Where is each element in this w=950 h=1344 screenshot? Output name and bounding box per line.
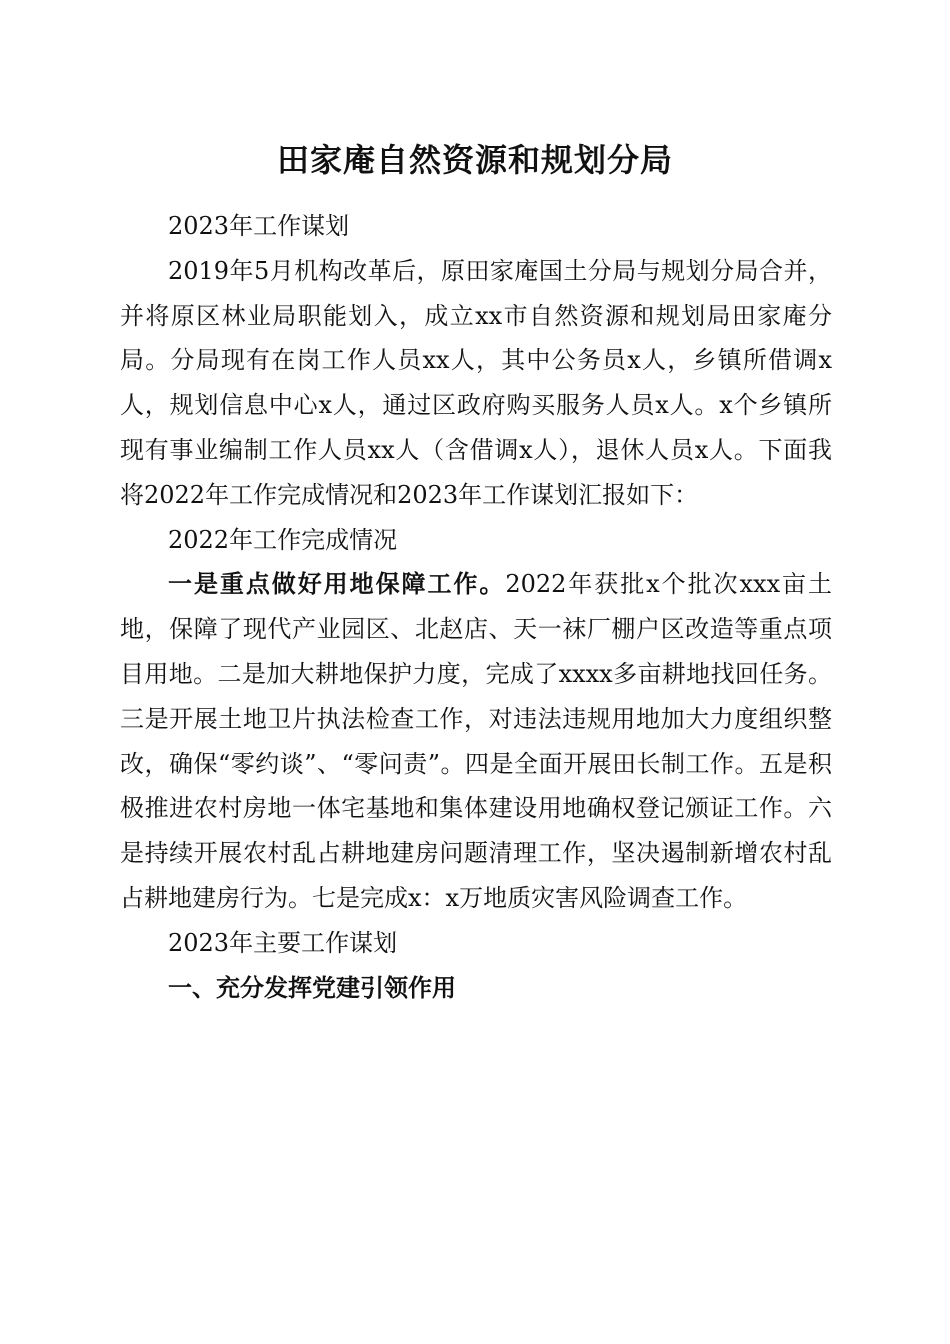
- completion-lead: 一是重点做好用地保障工作。: [168, 570, 506, 599]
- heading-plan: 2023年工作谋划: [168, 212, 350, 240]
- section-one-heading: 一、充分发挥党建引领作用: [168, 973, 456, 1002]
- document-body: [120, 204, 832, 1010]
- intro-paragraph: 2019年5月机构改革后，原田家庵国土分局与规划分局合并，并将原区林业局职能划入，成立xx市自然资源和规划局田家庵分局。分局现有在岗工作人员xx人，其中公务员x人，乡镇所借调x人，规划信息中心x人，通过区政府购买服务人员x人。x个乡镇所现有事业编制工作人员xx人（含借调x人），退休人员x人。下面我将2022年工作完成情况和2023年工作谋划汇报如下：: [120, 256, 832, 509]
- heading-main-plan: 2023年主要工作谋划: [168, 928, 398, 957]
- completion-paragraph: [120, 562, 832, 920]
- completion-text: 2022年获批x个批次xxx亩土地，保障了现代产业园区、北赵店、天一袜厂棚户区改造等重点项目用地。二是加大耕地保护力度，完成了xxxx多亩耕地找回任务。三是开展土地卫片执法检查工作，对违法违规用地加大力度组织整改，确保“零约谈”、“零问责”。四是全面开展田长制工作。五是积极推进农村房地一体宅基地和集体建设用地确权登记颁证工作。六是持续开展农村乱占耕地建房问题清理工作，坚决遏制新增农村乱占耕地建房行为。七是完成x：x万地质灾害风险调查工作。: [120, 570, 833, 912]
- heading-completion: 2022年工作完成情况: [168, 525, 398, 554]
- document-title: 田家庵自然资源和规划分局: [276, 141, 673, 179]
